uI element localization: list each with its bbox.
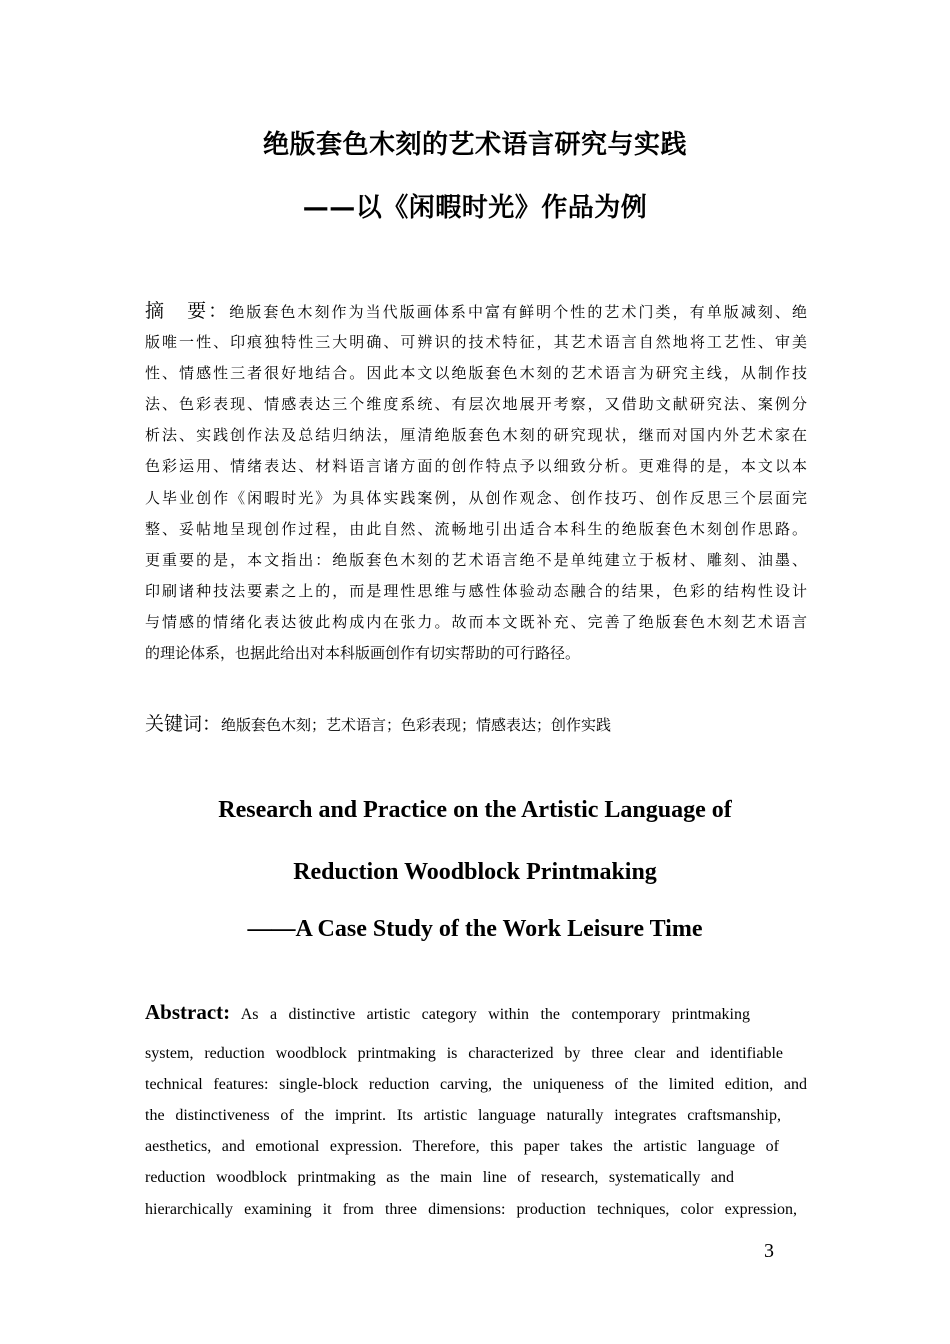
- chinese-abstract-line: 更重要的是，本文指出：绝版套色木刻的艺术语言绝不是单纯建立于板材、雕刻、油墨、: [145, 550, 807, 569]
- chinese-abstract-line: 整、妥帖地呈现创作过程，由此自然、流畅地引出适合本科生的绝版套色木刻创作思路。: [145, 519, 807, 538]
- page-number: 3: [764, 1240, 774, 1262]
- chinese-title-line-2: ——以《闲暇时光》作品为例: [302, 193, 648, 223]
- english-abstract-line: system, reduction woodblock printmaking is characterized by three clear and identifiable: [145, 1045, 783, 1063]
- chinese-keywords: [145, 709, 807, 740]
- keywords-text-cn: 绝版套色木刻；艺术语言；色彩表现；情感表达；创作实践: [221, 716, 612, 734]
- english-title-line-1: Research and Practice on the Artistic Language of: [218, 797, 732, 823]
- chinese-abstract-line: 印刷诸种技法要素之上的，而是理性思维与感性体验动态融合的结果，色彩的结构性设计: [145, 581, 807, 600]
- abstract-label-en: Abstract:: [145, 1000, 231, 1024]
- chinese-abstract-line: 法、色彩表现、情感表达三个维度系统、有层次地展开考察，又借助文献研究法、案例分: [145, 395, 807, 414]
- chinese-abstract-line: 性、情感性三者很好地结合。因此本文以绝版套色木刻的艺术语言为研究主线，从制作技: [145, 364, 807, 383]
- chinese-title-line-1: 绝版套色木刻的艺术语言研究与实践: [262, 130, 687, 160]
- chinese-abstract-line: 摘 要：绝版套色木刻作为当代版画体系中富有鲜明个性的艺术门类，有单版减刻、绝: [145, 300, 807, 322]
- abstract-label-cn: 摘 要：: [145, 300, 230, 322]
- english-title-line-2: Reduction Woodblock Printmaking: [293, 859, 657, 885]
- english-abstract-line: technical features: single-block reduction carving, the uniqueness of the limited edition, and: [145, 1076, 807, 1094]
- chinese-abstract-line: 的理论体系，也据此给出对本科版画创作有切实帮助的可行路径。: [145, 644, 581, 663]
- english-abstract-line: aesthetics, and emotional expression. Therefore, this paper takes the artistic language of: [145, 1138, 779, 1156]
- chinese-abstract: [145, 296, 807, 669]
- english-abstract-line: hierarchically examining it from three dimensions: production techniques, color expression,: [145, 1200, 797, 1218]
- chinese-abstract-line: 人毕业创作《闲暇时光》为具体实践案例，从创作观念、创作技巧、创作反思三个层面完: [145, 488, 807, 507]
- chinese-abstract-line: 色彩运用、情绪表达、材料语言诸方面的创作特点予以细致分析。更难得的是，本文以本: [145, 457, 807, 476]
- english-abstract: [145, 997, 807, 1225]
- chinese-abstract-line: 版唯一性、印痕独特性三大明确、可辨识的技术特征，其艺术语言自然地将工艺性、审美: [145, 333, 807, 352]
- english-abstract-line: reduction woodblock printmaking as the main line of research, systematically and: [145, 1169, 734, 1187]
- keywords-label-cn: 关键词：: [145, 713, 222, 735]
- english-title-line-3: ——A Case Study of the Work Leisure Time: [247, 916, 703, 942]
- chinese-abstract-line: 与情感的情绪化表达彼此构成内在张力。故而本文既补充、完善了绝版套色木刻艺术语言: [145, 612, 807, 631]
- chinese-abstract-line: 析法、实践创作法及总结归纳法，厘清绝版套色木刻的研究现状，继而对国内外艺术家在: [145, 426, 807, 445]
- english-abstract-line: the distinctiveness of the imprint. Its artistic language naturally integrates craftsmanship,: [145, 1107, 781, 1125]
- english-abstract-line: Abstract: As a distinctive artistic category within the contemporary printmaking: [145, 1000, 750, 1024]
